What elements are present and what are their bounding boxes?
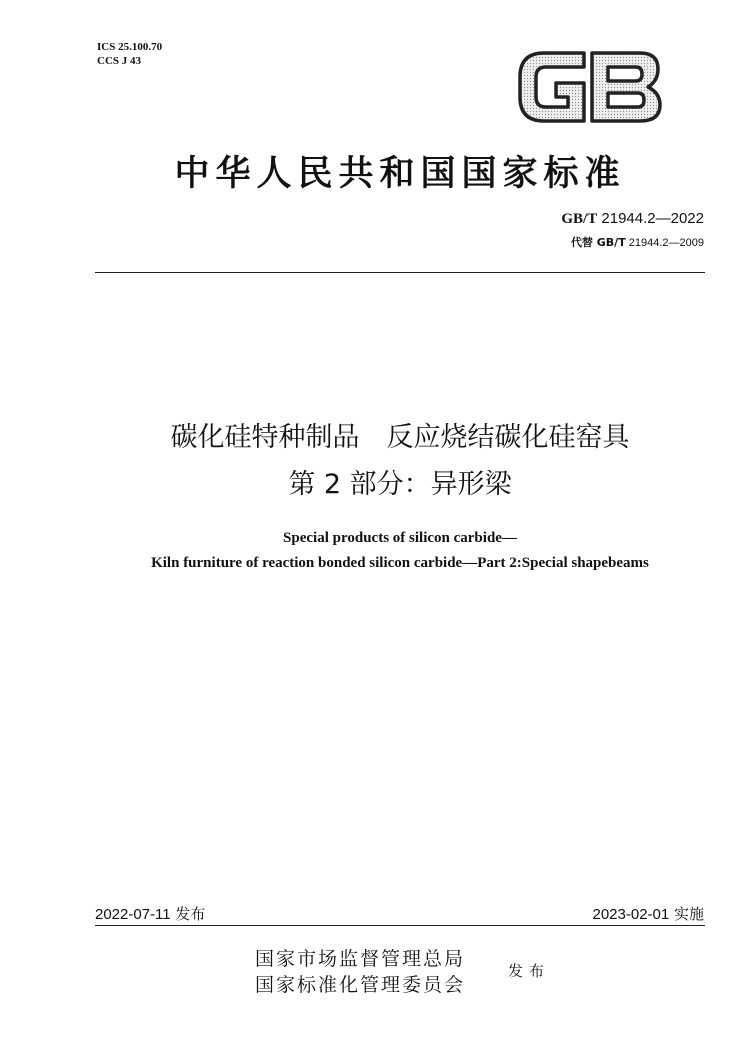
replaces-standard xyxy=(571,234,704,250)
implementation-date-value: 2023-02-01 xyxy=(592,906,670,923)
publish-label: 发布 xyxy=(508,962,551,980)
classification-codes xyxy=(97,40,162,68)
chinese-title-line1: 碳化硅特种制品 反应烧结碳化硅窑具 xyxy=(170,422,630,453)
standard-prefix: GB/T xyxy=(561,211,598,227)
footer-divider xyxy=(95,925,705,926)
implementation-date-label: 实施 xyxy=(669,905,704,923)
replaces-lead: 代替 xyxy=(570,236,593,249)
ccs-code: CCS J 43 xyxy=(97,55,142,67)
chinese-title-line2: 第 2 部分：异形梁 xyxy=(288,469,512,500)
implementation-date xyxy=(592,903,704,924)
ics-code: ICS 25.100.70 xyxy=(97,41,163,53)
header-divider xyxy=(95,272,705,273)
replaces-number: 21944.2—2009 xyxy=(625,237,704,249)
standard-number-value: 21944.2—2022 xyxy=(597,210,704,227)
gb-logo-graphic xyxy=(514,47,664,127)
issue-date-value: 2022-07-11 xyxy=(95,906,171,923)
gb-standard-logo xyxy=(514,47,664,127)
standard-number xyxy=(561,210,704,228)
replaces-prefix: GB/T xyxy=(592,236,626,249)
issuing-authorities xyxy=(255,946,465,998)
english-title-line2: Kiln furniture of reaction bonded silicon carbide—Part 2:Special shapebeams xyxy=(151,555,649,571)
issue-date xyxy=(95,903,205,924)
issuer-samr: 国家市场监督管理总局 xyxy=(255,948,466,970)
issue-date-label: 发布 xyxy=(170,905,206,923)
national-standard-title: 中华人民共和国国家标准 xyxy=(174,153,626,194)
issuer-sac: 国家标准化管理委员会 xyxy=(255,974,466,996)
english-title-line1: Special products of silicon carbide— xyxy=(283,530,517,546)
